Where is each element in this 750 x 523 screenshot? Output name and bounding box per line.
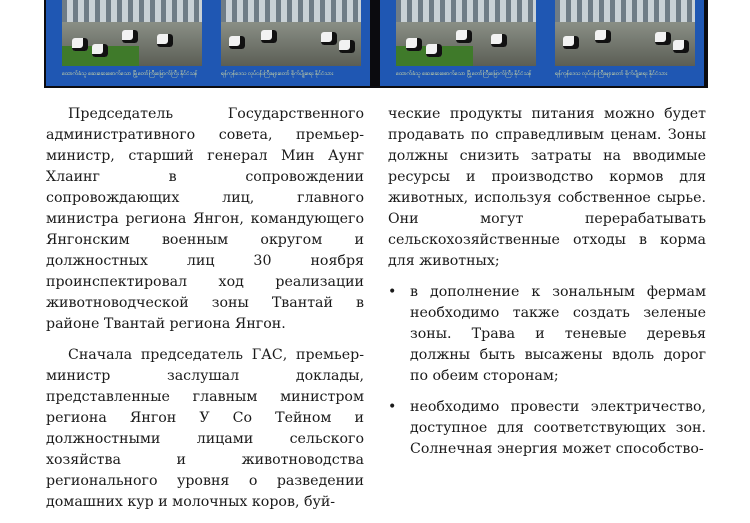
article-column-right [388,104,706,470]
photo-caption: ရန်ကုန်ဒေသ လုပ်ငန်းကြီးများတော် စိုက်ပျိုးရေး နိုင်ငံသား [555,71,668,77]
bullet-item: • в дополнение к зональным фермам необходимо также создать зеленые зоны. Трава и теневые деревья должны быть высажены вдоль дорог по обеим сторонам; [388,282,706,387]
photo-banner [44,0,708,88]
photo-caption: ထောက်ခံသူ ဆေးဆေးစောက်သော မြို့တော်ကြီးမြောက်ကြီး နိုင်ငံသန် [396,71,532,77]
photo-panel-left [46,0,370,86]
article-paragraph: Председатель Государственного административного совета, премьер-министр, старший генерал Мин Аунг Хлаинг в сопровождении сопровождающих лиц, главного министра региона Янгон, командующего Янгонским военным округом и должностных лиц 30 ноября проинспектировал ход реализации животноводческой зоны Твантай в районе Твантай региона Янгон. [46,106,364,332]
article-paragraph: Сначала председатель ГАС, премьер-министр заслушал доклады, представленные главным министром региона Янгон У Со Тейном и должностными лицами сельского хозяйства и животноводства регионального уровня о разведении домашних кур и молочных коров, буй- [46,347,364,510]
photo-dairy-barn-1 [62,0,202,66]
article-column-left [46,104,364,523]
photo-dairy-barn-3 [396,0,536,66]
bullet-list [388,282,706,460]
photo-dairy-barn-2 [221,0,361,66]
photo-caption: ရန်ကုန်ဒေသ လုပ်ငန်းကြီးများတော် စိုက်ပျိုးရေး နိုင်ငံသား [221,71,334,77]
bullet-item: • необходимо провести электричество, доступное для соответствующих зон. Солнечная энергия может способство- [388,397,706,460]
photo-caption: ထောက်ခံသူ ဆေးဆေးစောက်သော မြို့တော်ကြီးမြောက်ကြီး နိုင်ငံသန် [62,71,198,77]
photo-panel-right [380,0,704,86]
article-paragraph-continuation: ческие продукты питания можно будет продавать по справедливым ценам. Зоны должны снизить затраты на вводимые ресурсы и производство кормов для животных, используя собственное сырье. Они могут перерабатывать сельскохозяйственные отходы в корма для животных; [388,106,706,269]
photo-dairy-barn-4 [555,0,695,66]
